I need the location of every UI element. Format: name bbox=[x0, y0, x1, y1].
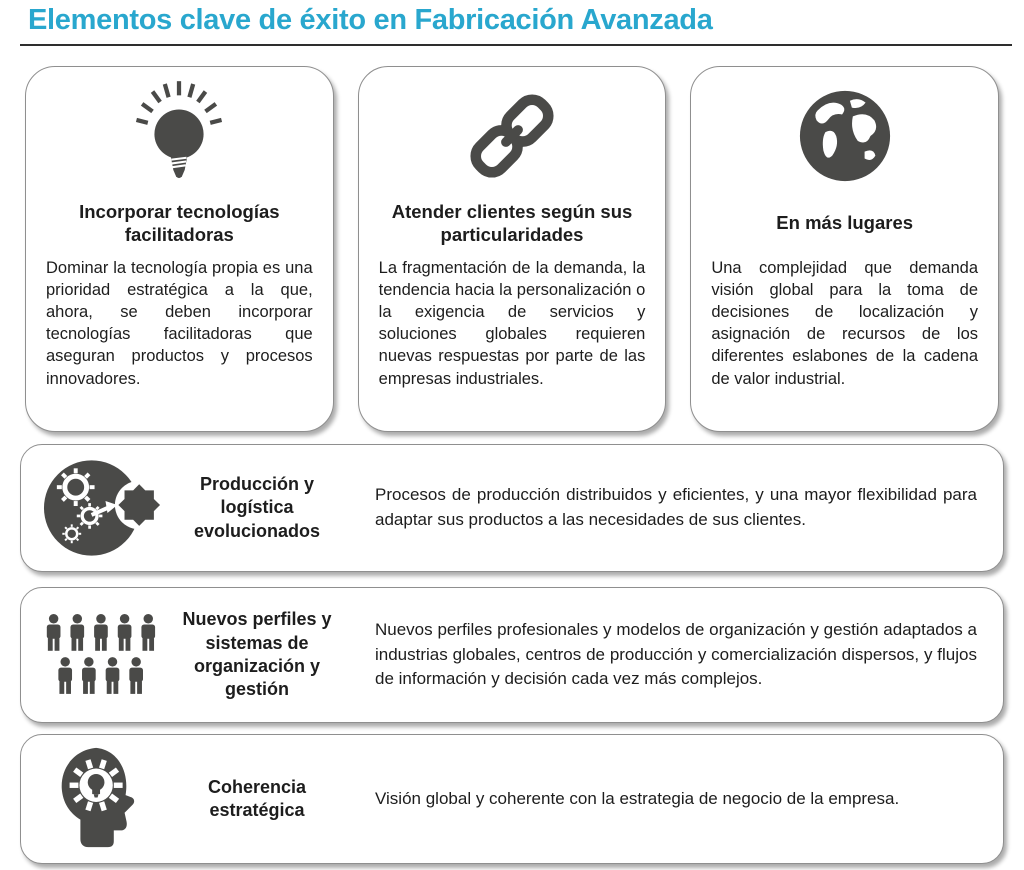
page-title: Elementos clave de éxito en Fabricación Avanzada bbox=[28, 4, 713, 36]
band-body-text: Nuevos perfiles profesionales y modelos de organización y gestión adaptados a industrias globales, centros de producción y comercialización dispersos, y flujos de información y decisión cada vez más complejos. bbox=[375, 620, 977, 689]
band-heading: Nuevos perfiles y sistemas de organización y gestión bbox=[182, 609, 332, 700]
chain-link-icon bbox=[379, 77, 646, 195]
band-body-text: Procesos de producción distribuidos y eficientes, y una mayor flexibilidad para adaptar sus productos a las necesidades de sus clientes. bbox=[375, 485, 977, 529]
card-heading: Incorporar tecnologías facilitadoras bbox=[79, 200, 280, 245]
card-body-text: La fragmentación de la demanda, la tendencia hacia la personalización o la exigencia de servicios y soluciones globales requieren nuevas respuestas por parte de las empresas industriales. bbox=[378, 259, 646, 388]
head-idea-icon bbox=[37, 744, 167, 854]
top-cards-row bbox=[25, 66, 999, 432]
people-group-icon bbox=[37, 614, 167, 696]
band-heading: Coherencia estratégica bbox=[207, 776, 307, 820]
band-coherencia bbox=[20, 734, 1004, 864]
card-clientes bbox=[358, 66, 667, 432]
card-body-text: Dominar la tecnología propia es una prioridad estratégica a la que, ahora, se deben incorporar tecnologías facilitadoras que aseguran productos y procesos innovadores. bbox=[46, 259, 313, 388]
band-body-text: Visión global y coherente con la estrategia de negocio de la empresa. bbox=[375, 788, 900, 808]
card-body-text: Una complejidad que demanda visión global para la toma de decisiones de localización y asignación de recursos de los diferentes eslabones de la cadena de valor industrial. bbox=[711, 259, 979, 388]
band-perfiles bbox=[20, 587, 1004, 723]
band-heading: Producción y logística evolucionados bbox=[193, 473, 321, 541]
card-tecnologias bbox=[25, 66, 334, 432]
card-lugares bbox=[690, 66, 999, 432]
title-underline bbox=[20, 44, 1012, 46]
lightbulb-icon bbox=[46, 77, 313, 195]
globe-icon bbox=[711, 77, 978, 195]
card-heading: En más lugares bbox=[776, 212, 914, 234]
band-produccion bbox=[20, 444, 1004, 572]
gears-production-icon bbox=[37, 453, 167, 563]
card-heading: Atender clientes según sus particularidades bbox=[391, 200, 633, 245]
